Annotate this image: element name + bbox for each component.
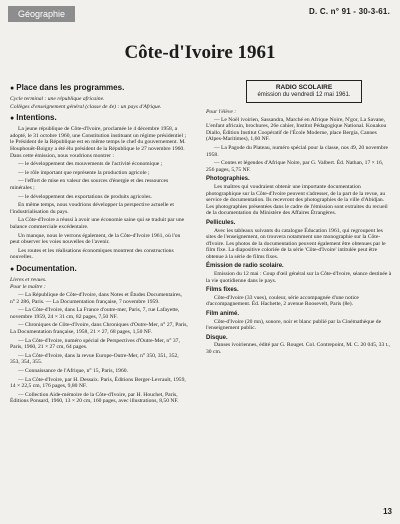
bullet-icon: ● — [10, 115, 15, 123]
reference-entry: — Chroniques de Côte-d'Ivoire, dans Chroniques d'Outre-Mer, n° 27, Paris, La Documentation française, 1958, 21 × 27, 68 pages, 1,50 NF. — [10, 322, 188, 336]
section-text: Danses ivoiriennes, édité par G. Rouget. Col. Contrepoint, M. C. 20 045, 33 t., 30 cm. — [206, 342, 391, 355]
reference-entry: — Le Noël ivoirien, Sassandra, Marché en Afrique Noire, N'gor, La Savane, L'enfant africain, brochures, 26e cahier, Institut Pédagogique National. Kouakou Diallo, Édition Institut Coopératif de l'École Moderne, place Bergia, Cannes (Alpes-Maritimes), 1,60 NF. — [206, 116, 387, 143]
eleve-label: Pour l'élève : — [206, 109, 237, 115]
right-column — [206, 80, 392, 358]
section-text: Côte-d'Ivoire (33 vues), couleur, série accompagnée d'une notice d'accompagnement. Éd. Hachette, 2 avenue Roosevelt, Paris (8e). — [206, 294, 359, 308]
reference-entry: — La Côte-d'Ivoire, par H. Dessaix. Paris, Éditions Berger-Levrault, 1959, 14 × 22,5 cm, 176 pages, 9,80 NF. — [10, 376, 186, 390]
intention-paragraph: — le développement des exportations de produits agricoles. — [18, 193, 152, 200]
documentation-subheading: Livres et revues. — [10, 276, 47, 283]
documentation-audience: Pour le maître : — [10, 284, 46, 291]
intention-paragraph: Les routes et les réalisations économiques montrent des constructions nouvelles. — [10, 247, 174, 261]
section-tag: Géographie — [8, 6, 75, 22]
documentation-heading: ● Documentation. — [10, 263, 77, 273]
radio-emission-heading: Émission de radio scolaire. — [206, 263, 284, 270]
section-text: Côte-d'Ivoire (20 mn), sonore, noir et blanc publié par la Cinémathèque de l'enseignement public. — [206, 318, 382, 332]
section-text: Les maîtres qui voudraient obtenir une importante documentation photographique sur la Côte-d'Ivoire peuvent s'adresser, de la part de la revue, au service de documentation. Ils recevront des photographies de la ville d'Abidjan. Les photographies présentées dans le cadre de l'émission sont extraites du recueil de la documentation du Ministère des Affaires Étrangères. — [206, 183, 388, 217]
films-fixes-heading: Films fixes. — [206, 287, 239, 294]
reference-entry: — Collection Aide-mémoire de la Côte-d'Ivoire, par H. Houchet, Paris, Éditions Ponsard, 1960, 13 × 20 cm, 160 pages, avec illustrations, 8,50 NF. — [10, 391, 179, 405]
programmes-heading: ● Place dans les programmes. — [10, 83, 125, 92]
page-title: Côte-d'Ivoire 1961 — [124, 42, 276, 63]
intention-paragraph: — l'effort de mise en valeur des sources d'énergie et des ressources minérales ; — [10, 178, 169, 191]
section-text: Avec les tableaux suivants du catalogue Éducation 1961, qui regroupent les sites de l'enseignement, on trouvera notamment une monographie sur la Côte-d'Ivoire. Les photos de la documentation peuvent également être obtenues par le film fixe. La diapositive coloriée de la série 'Côte-d'Ivoire' intitulée peut être obtenue à la série de films fixes. — [206, 227, 386, 260]
intention-paragraph: La Côte-d'Ivoire a réussi à avoir une économie saine qui se traduit par une balance commerciale excédentaire. — [10, 217, 185, 230]
film-anime-heading: Film animé. — [206, 311, 240, 318]
pellicules-heading: Pellicules. — [206, 219, 236, 226]
reference-number: D. C. n° 91 - 30-3-61. — [309, 7, 390, 16]
radio-title: RADIO SCOLAIRE — [275, 84, 333, 91]
bullet-icon: ● — [10, 265, 15, 273]
intention-paragraph: — le développement des mouvements de l'activité économique ; — [18, 161, 163, 168]
left-column — [10, 80, 188, 407]
bullet-icon: ● — [10, 85, 15, 92]
radio-scolaire-box — [246, 80, 362, 103]
reference-entry: — La République de Côte-d'Ivoire, dans Notes et Études Documentaires, n° 2 286, Paris. — La Documentation française, 7 novembre 1959. — [10, 292, 182, 305]
reference-entry: — La Côte-d'Ivoire, dans La France d'outre-mer, Paris, 7, rue Lafayette, novembre 1959, 24 × 31 cm, 82 pages, 7,50 NF. — [10, 307, 180, 320]
photographies-heading: Photographies. — [206, 176, 250, 183]
page-number: 13 — [383, 507, 392, 516]
intention-paragraph: La jeune république de Côte-d'Ivoire, proclamée le 4 décembre 1958, a adopté, le 31 octobre 1960, une Constitution instituant un régime présidentiel ; le Président de la République est en même temps le chef du gouvernement. M. Houphouët-Boigny a été élu président de la République le 27 novembre 1960. Dans cette émission, nous voudrions montrer : — [10, 126, 187, 159]
reference-entry: — La Côte-d'Ivoire, dans la revue Europe-Outre-Mer, n° 350, 351, 352, 353, 354, 355. — [10, 352, 179, 366]
section-text: Emission du 12 mai : Coup d'œil général sur la Côte-d'Ivoire, séance destinée à la vie quotidienne dans le pays. — [206, 271, 392, 284]
radio-date: émission du vendredi 12 mai 1961. — [257, 91, 351, 98]
programme-line: Collèges d'enseignement général (classe de 4e) : un pays d'Afrique. — [10, 103, 162, 110]
intentions-heading: ● Intentions. — [10, 113, 57, 123]
intention-paragraph: Un manque, nous le verrons également, de la Côte-d'Ivoire 1961, où l'on peut observer les voies nouvelles de l'avenir. — [10, 232, 181, 246]
programme-line: Cycle terminal : une république africaine. — [10, 96, 105, 102]
reference-entry: — La Côte-d'Ivoire, numéro spécial de Perspectives d'Outre-Mer, n° 37, Paris, 1960, 21 × 27 cm, 64 pages. — [10, 337, 180, 351]
intention-paragraph: En même temps, nous voudrions développer la perspective actuelle et l'industrialisation du pays. — [10, 202, 174, 215]
disque-heading: Disque. — [206, 334, 228, 341]
reference-entry: — La Pagode du Plateau, numéro spécial pour la classe, nos 49, 20 novembre 1958. — [206, 144, 388, 158]
reference-entry: — Contes et légendes d'Afrique Noire, par G. Valbert. Éd. Nathan, 17 × 16, 256 pages, 5,75 NF. — [206, 160, 384, 173]
reference-entry: — Connaissance de l'Afrique, n° 15, Paris, 1960. — [18, 368, 128, 374]
intention-paragraph: — le rôle important que représente la production agricole ; — [18, 169, 150, 176]
